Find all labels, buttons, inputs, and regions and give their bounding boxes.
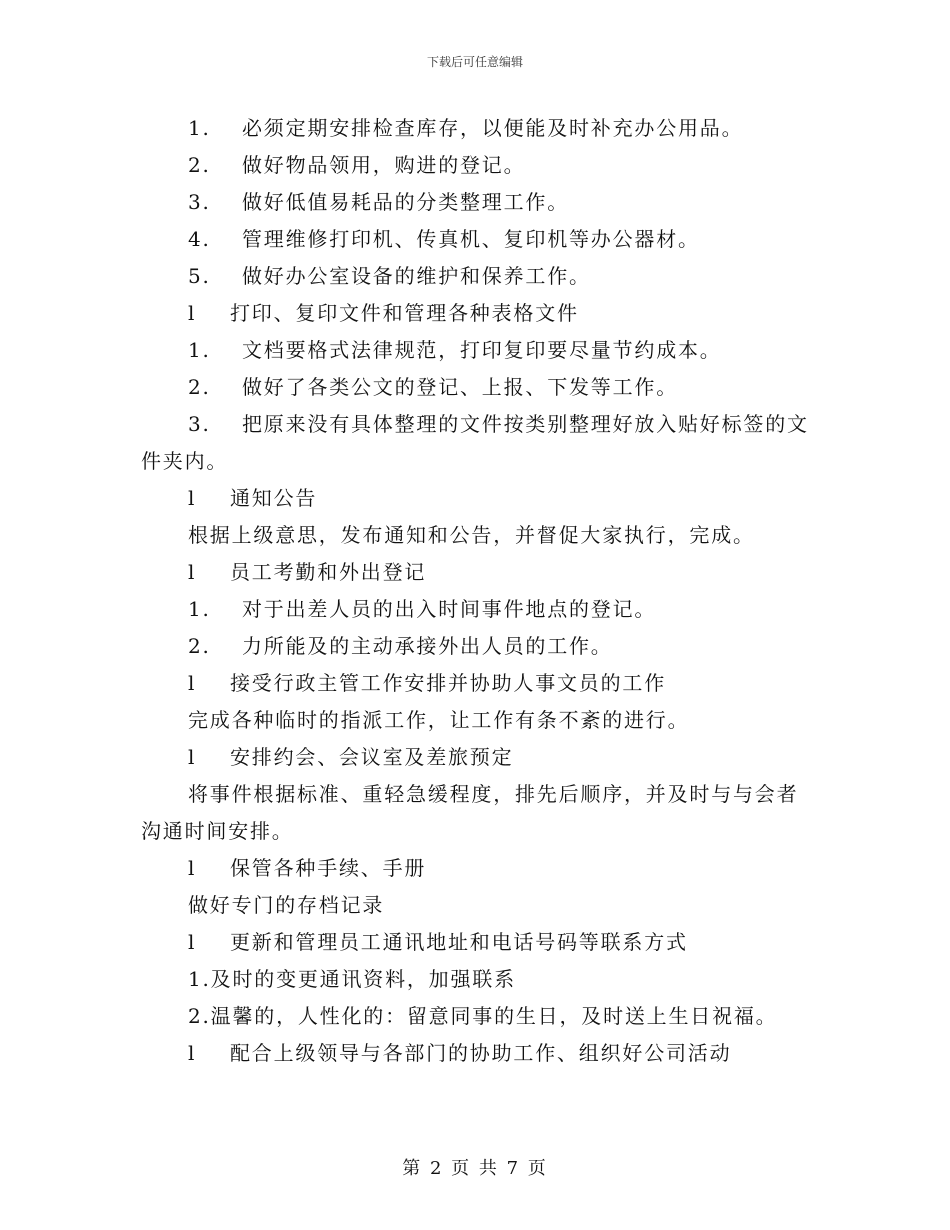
numbered-item bbox=[141, 258, 811, 295]
item-number: 2. bbox=[188, 634, 211, 658]
heading-text: 通知公告 bbox=[230, 486, 318, 510]
item-number: 1. bbox=[188, 597, 211, 621]
paragraph-line: 完成各种临时的指派工作，让工作有条不紊的进行。 bbox=[188, 708, 690, 732]
section-heading bbox=[141, 739, 811, 776]
heading-text: 配合上级领导与各部门的协助工作、组织好公司活动 bbox=[230, 1041, 732, 1065]
item-number: 1. bbox=[188, 116, 211, 140]
section-heading bbox=[141, 554, 811, 591]
item-text: 管理维修打印机、传真机、复印机等办公器材。 bbox=[242, 227, 700, 251]
document-body bbox=[141, 110, 811, 1072]
page-number: 第 2 页 共 7 页 bbox=[402, 1158, 548, 1179]
paragraph-line: 1.及时的变更通讯资料，加强联系 bbox=[188, 967, 516, 991]
heading-text: 保管各种手续、手册 bbox=[230, 856, 427, 880]
bullet-marker: l bbox=[188, 486, 197, 510]
numbered-item bbox=[141, 406, 811, 443]
section-heading bbox=[141, 1035, 811, 1072]
numbered-item bbox=[141, 110, 811, 147]
item-text: 做好物品领用，购进的登记。 bbox=[242, 153, 526, 177]
heading-text: 员工考勤和外出登记 bbox=[230, 560, 427, 584]
paragraph-line: 2.温馨的，人性化的：留意同事的生日，及时送上生日祝福。 bbox=[188, 1004, 778, 1028]
heading-text: 安排约会、会议室及差旅预定 bbox=[230, 745, 514, 769]
section-heading bbox=[141, 480, 811, 517]
section-heading bbox=[141, 295, 811, 332]
paragraph-line: 根据上级意思，发布通知和公告，并督促大家执行，完成。 bbox=[188, 523, 755, 547]
paragraph-line: 做好专门的存档记录 bbox=[188, 893, 385, 917]
page-header-note: 下载后可任意编辑 bbox=[426, 55, 523, 69]
paragraph-continuation: 件夹内。 bbox=[141, 449, 229, 473]
numbered-item bbox=[141, 628, 811, 665]
numbered-item bbox=[141, 332, 811, 369]
item-text: 把原来没有具体整理的文件按类别整理好放入贴好标签的文 bbox=[242, 412, 809, 436]
item-number: 1. bbox=[188, 338, 211, 362]
item-number: 3. bbox=[188, 412, 211, 436]
bullet-marker: l bbox=[188, 745, 197, 769]
item-text: 做好低值易耗品的分类整理工作。 bbox=[242, 190, 569, 214]
heading-text: 更新和管理员工通讯地址和电话号码等联系方式 bbox=[230, 930, 688, 954]
bullet-marker: l bbox=[188, 930, 197, 954]
item-text: 必须定期安排检查库存，以便能及时补充办公用品。 bbox=[242, 116, 744, 140]
bullet-marker: l bbox=[188, 1041, 197, 1065]
bullet-marker: l bbox=[188, 671, 197, 695]
numbered-item bbox=[141, 184, 811, 221]
bullet-marker: l bbox=[188, 301, 197, 325]
numbered-item bbox=[141, 591, 811, 628]
paragraph-continuation: 沟通时间安排。 bbox=[141, 819, 294, 843]
paragraph-line: 将事件根据标准、重轻急缓程度，排先后顺序，并及时与与会者 bbox=[188, 782, 799, 806]
numbered-item bbox=[141, 369, 811, 406]
heading-text: 接受行政主管工作安排并协助人事文员的工作 bbox=[230, 671, 666, 695]
section-heading bbox=[141, 665, 811, 702]
item-text: 文档要格式法律规范，打印复印要尽量节约成本。 bbox=[242, 338, 722, 362]
item-text: 对于出差人员的出入时间事件地点的登记。 bbox=[242, 597, 657, 621]
numbered-item bbox=[141, 221, 811, 258]
numbered-item bbox=[141, 147, 811, 184]
item-text: 做好了各类公文的登记、上报、下发等工作。 bbox=[242, 375, 678, 399]
item-text: 做好办公室设备的维护和保养工作。 bbox=[242, 264, 591, 288]
item-text: 力所能及的主动承接外出人员的工作。 bbox=[242, 634, 613, 658]
section-heading bbox=[141, 850, 811, 887]
heading-text: 打印、复印文件和管理各种表格文件 bbox=[230, 301, 579, 325]
bullet-marker: l bbox=[188, 856, 197, 880]
bullet-marker: l bbox=[188, 560, 197, 584]
item-number: 2. bbox=[188, 153, 211, 177]
item-number: 5. bbox=[188, 264, 211, 288]
section-heading bbox=[141, 924, 811, 961]
item-number: 3. bbox=[188, 190, 211, 214]
item-number: 4. bbox=[188, 227, 211, 251]
item-number: 2. bbox=[188, 375, 211, 399]
